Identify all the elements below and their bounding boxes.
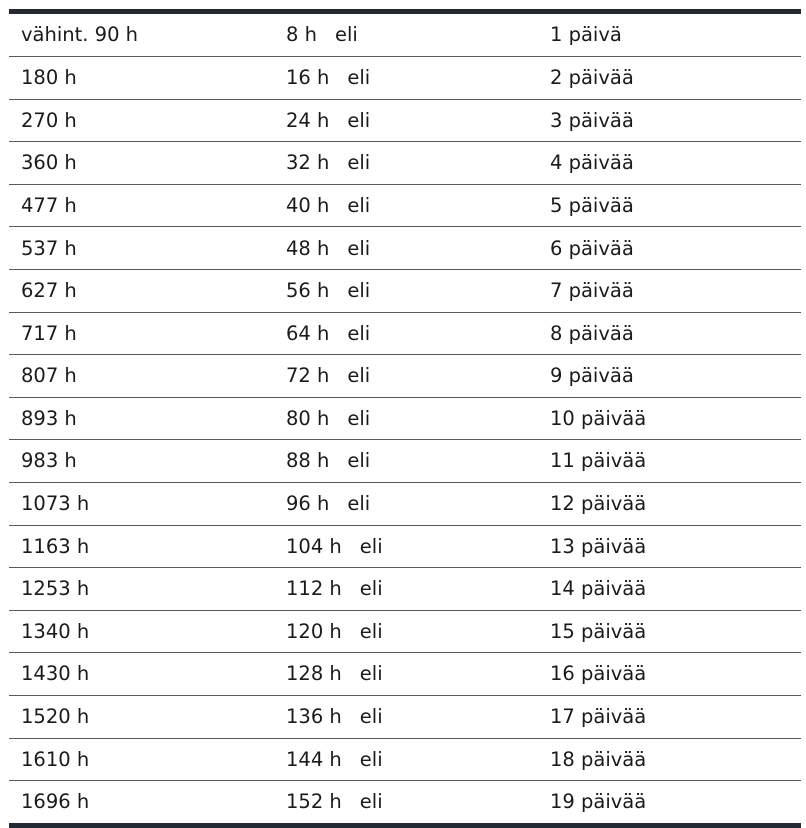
table-body (9, 14, 801, 823)
days-cell: 13 päivää (539, 525, 801, 568)
connector-text: eli (347, 66, 371, 90)
day-hours-value: 136 h (286, 705, 342, 729)
total-hours-cell: 1696 h (21, 790, 90, 814)
day-hours-cell (275, 57, 539, 100)
day-hours-value: 128 h (286, 662, 342, 686)
connector-text: eli (359, 577, 383, 601)
table-row (9, 781, 801, 824)
days-cell: 3 päivää (539, 99, 801, 142)
total-hours-cell: 893 h (9, 397, 275, 440)
days-cell: 14 päivää (539, 568, 801, 611)
total-hours-cell: 477 h (9, 184, 275, 227)
days-cell: 7 päivää (539, 270, 801, 313)
day-hours-cell (275, 653, 539, 696)
day-hours-cell (275, 227, 539, 270)
days-cell: 9 päivää (539, 355, 801, 398)
table-row (9, 440, 801, 483)
table-row (9, 738, 801, 781)
connector-text: eli (334, 23, 358, 47)
connector-text: eli (347, 279, 371, 303)
connector-text: eli (347, 236, 371, 260)
day-hours-value: 48 h (286, 236, 330, 260)
day-hours-value: 88 h (286, 449, 330, 473)
days-cell: 6 päivää (539, 227, 801, 270)
table-row (9, 14, 801, 57)
connector-text: eli (359, 619, 383, 643)
days-cell: 19 päivää (550, 790, 647, 814)
hours-to-days-table-container (9, 9, 801, 828)
table-row (9, 397, 801, 440)
table-row (9, 610, 801, 653)
total-hours-cell: 270 h (9, 99, 275, 142)
day-hours-cell (275, 738, 539, 781)
day-hours-cell (275, 568, 539, 611)
day-hours-cell (275, 483, 539, 526)
day-hours-cell (275, 440, 539, 483)
total-hours-cell: 1163 h (9, 525, 275, 568)
day-hours-value: 96 h (286, 492, 330, 516)
table-row (9, 355, 801, 398)
connector-text: eli (347, 492, 371, 516)
days-cell: 10 päivää (539, 397, 801, 440)
day-hours-value: 104 h (286, 534, 342, 558)
day-hours-cell (275, 99, 539, 142)
day-hours-value: 144 h (286, 747, 342, 771)
day-hours-cell (275, 355, 539, 398)
total-hours-cell: 1520 h (9, 696, 275, 739)
day-hours-cell (275, 696, 539, 739)
connector-text: eli (347, 449, 371, 473)
day-hours-cell (275, 14, 539, 57)
day-hours-cell (275, 781, 539, 824)
day-hours-value: 80 h (286, 406, 330, 430)
total-hours-cell: 1340 h (9, 610, 275, 653)
day-hours-cell (275, 270, 539, 313)
day-hours-value: 40 h (286, 193, 330, 217)
total-hours-cell: 537 h (9, 227, 275, 270)
day-hours-value: 16 h (286, 66, 330, 90)
days-cell: 12 päivää (539, 483, 801, 526)
connector-text: eli (359, 705, 383, 729)
connector-text: eli (347, 321, 371, 345)
connector-text: eli (359, 534, 383, 558)
connector-text: eli (347, 406, 371, 430)
table-row (9, 270, 801, 313)
days-cell: 4 päivää (539, 142, 801, 185)
day-hours-cell (275, 610, 539, 653)
total-hours-cell: 180 h (9, 57, 275, 100)
days-cell: 17 päivää (539, 696, 801, 739)
connector-text: eli (347, 108, 371, 132)
table-row (9, 312, 801, 355)
table-row (9, 57, 801, 100)
days-cell: 2 päivää (539, 57, 801, 100)
hours-to-days-table (9, 14, 801, 823)
table-row (9, 525, 801, 568)
day-hours-cell (275, 184, 539, 227)
table-row (9, 184, 801, 227)
day-hours-cell (275, 312, 539, 355)
total-hours-cell: 717 h (9, 312, 275, 355)
day-hours-value: 64 h (286, 321, 330, 345)
days-cell: 15 päivää (539, 610, 801, 653)
day-hours-cell (275, 397, 539, 440)
total-hours-cell: 1430 h (9, 653, 275, 696)
total-hours-cell: 807 h (9, 355, 275, 398)
table-row (9, 653, 801, 696)
day-hours-cell (275, 142, 539, 185)
table-row (9, 227, 801, 270)
day-hours-cell (275, 525, 539, 568)
total-hours-cell: 983 h (9, 440, 275, 483)
days-cell: 5 päivää (539, 184, 801, 227)
table-row (9, 142, 801, 185)
day-hours-value: 24 h (286, 108, 330, 132)
days-cell: 11 päivää (539, 440, 801, 483)
connector-text: eli (347, 151, 371, 175)
connector-text: eli (359, 790, 383, 814)
table-row (9, 568, 801, 611)
total-hours-cell: 627 h (9, 270, 275, 313)
day-hours-value: 152 h (286, 790, 342, 814)
days-cell: 8 päivää (539, 312, 801, 355)
days-cell: 16 päivää (539, 653, 801, 696)
days-cell: 1 päivä (539, 14, 801, 57)
day-hours-value: 120 h (286, 619, 342, 643)
table-row (9, 696, 801, 739)
table-row (9, 99, 801, 142)
connector-text: eli (359, 662, 383, 686)
table-row (9, 483, 801, 526)
total-hours-cell: 1610 h (9, 738, 275, 781)
total-hours-cell: 360 h (9, 142, 275, 185)
day-hours-value: 8 h (286, 23, 317, 47)
total-hours-cell: 1073 h (9, 483, 275, 526)
connector-text: eli (347, 193, 371, 217)
day-hours-value: 72 h (286, 364, 330, 388)
days-cell: 18 päivää (539, 738, 801, 781)
day-hours-value: 56 h (286, 279, 330, 303)
connector-text: eli (359, 747, 383, 771)
day-hours-value: 112 h (286, 577, 342, 601)
total-hours-cell: vähint. 90 h (9, 14, 275, 57)
total-hours-cell: 1253 h (9, 568, 275, 611)
day-hours-value: 32 h (286, 151, 330, 175)
connector-text: eli (347, 364, 371, 388)
